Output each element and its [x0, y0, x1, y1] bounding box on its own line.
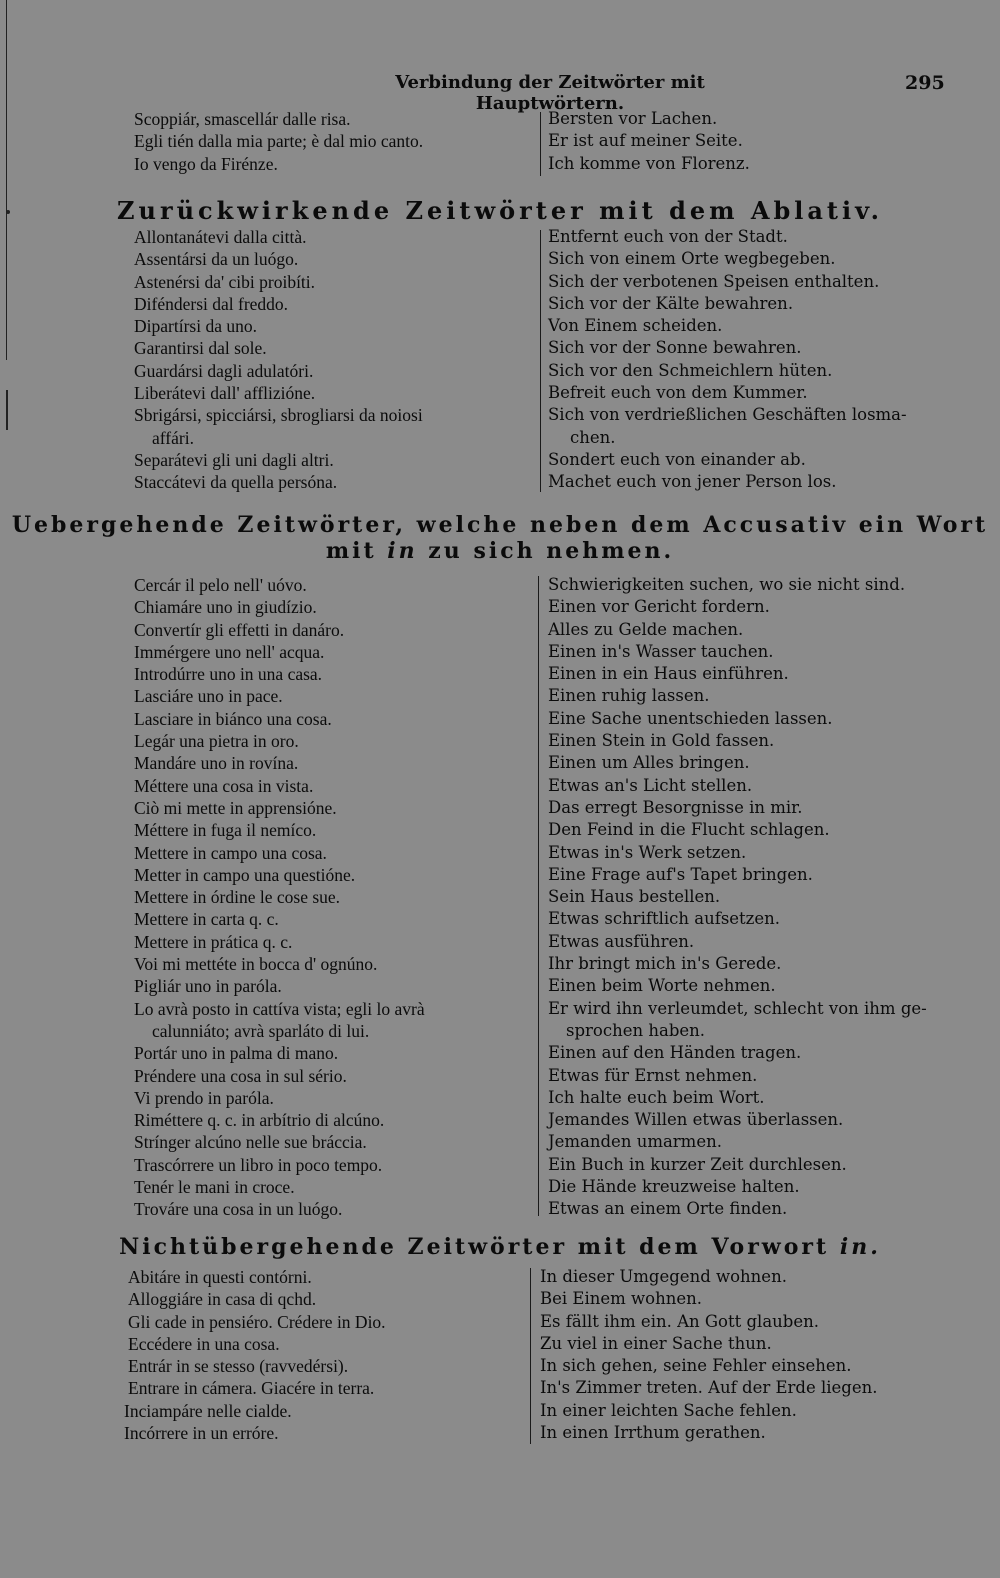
list-item — [0, 1198, 1000, 1220]
list-item — [0, 596, 1000, 618]
german-phrase: Zu viel in einer Sache thun. — [540, 1333, 772, 1353]
italian-phrase: Mettere in prática q. c. — [134, 931, 293, 952]
italian-phrase: Scoppiár, smascellár dalle risa. — [134, 109, 351, 129]
italian-phrase: Riméttere q. c. in arbítrio di alcúno. — [134, 1110, 385, 1131]
italian-phrase: Voi mi mettéte in bocca d' ognúno. — [134, 954, 378, 975]
italian-phrase: Trováre una cosa in un luógo. — [134, 1199, 343, 1220]
list-item — [0, 1333, 1000, 1355]
german-phrase: Einen Stein in Gold fassen. — [548, 731, 775, 751]
section-heading-transitive-line1: Uebergehende Zeitwörter, welche neben dem Accusativ ein Wort — [11, 512, 989, 538]
list-item — [0, 293, 1000, 315]
italian-phrase: Astenérsi da' cibi proibíti. — [134, 271, 316, 292]
list-item — [0, 271, 1000, 293]
list-item — [0, 1131, 1000, 1153]
list-item — [0, 1400, 1000, 1422]
italian-phrase: Metter in campo una questióne. — [134, 864, 356, 885]
list-item — [0, 730, 1000, 752]
list-item — [0, 1087, 1000, 1109]
list-item — [0, 248, 1000, 270]
list-item — [0, 360, 1000, 382]
german-phrase: In einen Irrthum gerathen. — [540, 1423, 766, 1443]
german-phrase: Einen ruhig lassen. — [548, 686, 710, 706]
list-item — [0, 1065, 1000, 1087]
heading-text: Nichtübergehende Zeitwörter mit dem Vorwort — [119, 1234, 840, 1260]
list-item — [0, 1422, 1000, 1444]
german-phrase: Schwierigkeiten suchen, wo sie nicht sind. — [548, 575, 906, 594]
list-item — [0, 471, 1000, 493]
italian-phrase: Alloggiáre in casa di qchd. — [128, 1289, 317, 1310]
list-item — [0, 382, 1000, 404]
list-item — [0, 404, 1000, 426]
list-item — [0, 1377, 1000, 1399]
section-intro — [0, 108, 1000, 175]
german-phrase: Befreit euch von dem Kummer. — [548, 383, 808, 403]
list-item — [0, 1109, 1000, 1131]
german-phrase: Sich vor der Kälte bewahren. — [548, 293, 794, 313]
german-phrase: Alles zu Gelde machen. — [548, 619, 744, 639]
italian-phrase: calunniáto; avrà sparláto di lui. — [152, 1020, 370, 1041]
italian-phrase: Portár uno in palma di mano. — [134, 1043, 339, 1064]
german-phrase: chen. — [570, 427, 616, 447]
italian-phrase: Tenér le mani in croce. — [134, 1177, 295, 1198]
german-phrase: Ein Buch in kurzer Zeit durchlesen. — [548, 1154, 847, 1174]
german-phrase: Er wird ihn verleumdet, schlecht von ihm ge- — [548, 998, 927, 1018]
section-intransitive-in — [0, 1266, 1000, 1444]
german-phrase: In sich gehen, seine Fehler einsehen. — [540, 1356, 852, 1376]
italian-phrase: Lo avrà posto in cattíva vista; egli lo avrà — [134, 998, 425, 1019]
italian-phrase: Méttere una cosa in vista. — [134, 775, 314, 796]
list-item — [0, 1288, 1000, 1310]
list-item — [0, 663, 1000, 685]
list-item — [0, 153, 1000, 175]
list-item — [0, 1154, 1000, 1176]
list-item — [0, 315, 1000, 337]
german-phrase: Eine Sache unentschieden lassen. — [548, 708, 833, 728]
list-item — [0, 842, 1000, 864]
list-item — [0, 641, 1000, 663]
german-phrase: Von Einem scheiden. — [548, 316, 723, 336]
german-phrase: Etwas für Ernst nehmen. — [548, 1065, 758, 1085]
german-phrase: Sich von einem Orte wegbegeben. — [548, 249, 836, 269]
list-item — [0, 1266, 1000, 1288]
italian-phrase: Mettere in carta q. c. — [134, 909, 279, 930]
italian-phrase: Pigliár uno in paróla. — [134, 976, 282, 997]
page-number: 295 — [905, 72, 945, 94]
german-phrase: Sich vor der Sonne bewahren. — [548, 338, 802, 358]
german-phrase: Bersten vor Lachen. — [548, 109, 718, 128]
list-item-continuation — [0, 427, 1000, 449]
german-phrase: Einen um Alles bringen. — [548, 753, 750, 773]
german-phrase: Einen vor Gericht fordern. — [548, 597, 770, 617]
list-item — [0, 931, 1000, 953]
german-phrase: Das erregt Besorgnisse in mir. — [548, 797, 803, 817]
italian-phrase: Mettere in campo una cosa. — [134, 842, 327, 863]
german-phrase: Sich von verdrießlichen Geschäften losma- — [548, 405, 907, 425]
italian-phrase: Eccédere in una cosa. — [128, 1333, 280, 1354]
section-heading-intransitive-in — [0, 1234, 1000, 1260]
heading-emphasis: in. — [839, 1234, 881, 1260]
heading-text: mit — [325, 538, 388, 564]
list-item — [0, 1311, 1000, 1333]
list-item — [0, 908, 1000, 930]
list-item — [0, 953, 1000, 975]
italian-phrase: Mettere in órdine le cose sue. — [134, 887, 341, 908]
italian-phrase: affári. — [152, 427, 194, 448]
list-item — [0, 708, 1000, 730]
italian-phrase: Convertír gli effetti in danáro. — [134, 619, 345, 640]
italian-phrase: Staccátevi da quella persóna. — [134, 472, 338, 493]
german-phrase: Machet euch von jener Person los. — [548, 472, 837, 492]
list-item — [0, 775, 1000, 797]
german-phrase: Etwas an's Licht stellen. — [548, 775, 753, 795]
list-item — [0, 819, 1000, 841]
list-item — [0, 1042, 1000, 1064]
list-item — [0, 998, 1000, 1020]
italian-phrase: Mandáre uno in rovína. — [134, 753, 299, 774]
italian-phrase: Strínger alcúno nelle sue bráccia. — [134, 1132, 367, 1153]
italian-phrase: Vi prendo in paróla. — [134, 1087, 274, 1108]
section-reflexive-ablative — [0, 226, 1000, 494]
german-phrase: Ihr bringt mich in's Gerede. — [548, 954, 782, 974]
german-phrase: Bei Einem wohnen. — [540, 1289, 702, 1309]
german-phrase: Jemandes Willen etwas überlassen. — [548, 1110, 844, 1130]
list-item — [0, 1176, 1000, 1198]
list-item — [0, 619, 1000, 641]
german-phrase: Sich vor den Schmeichlern hüten. — [548, 360, 833, 380]
list-item — [0, 337, 1000, 359]
german-phrase: In einer leichten Sache fehlen. — [540, 1400, 797, 1420]
list-item — [0, 752, 1000, 774]
german-phrase: Er ist auf meiner Seite. — [548, 131, 743, 151]
german-phrase: Sein Haus bestellen. — [548, 887, 721, 907]
italian-phrase: Assentársi da un luógo. — [134, 249, 299, 270]
german-phrase: Die Hände kreuzweise halten. — [548, 1177, 800, 1197]
italian-phrase: Entrár in se stesso (ravvedérsi). — [128, 1356, 349, 1377]
italian-phrase: Allontanátevi dalla città. — [134, 227, 307, 247]
italian-phrase: Immérgere uno nell' acqua. — [134, 641, 325, 662]
italian-phrase: Liberátevi dall' afflizióne. — [134, 383, 316, 404]
german-phrase: Einen in's Wasser tauchen. — [548, 641, 774, 661]
italian-phrase: Sbrigársi, spicciársi, sbrogliarsi da noiosi — [134, 405, 423, 426]
section-heading-reflexive-ablative: Zurückwirkende Zeitwörter mit dem Ablativ. — [116, 196, 884, 225]
section-heading-transitive-line2 — [0, 538, 1000, 564]
italian-phrase: Diféndersi dal freddo. — [134, 293, 289, 314]
german-phrase: Einen beim Worte nehmen. — [548, 976, 776, 996]
german-phrase: sprochen haben. — [566, 1020, 706, 1040]
german-phrase: Etwas an einem Orte finden. — [548, 1199, 788, 1219]
italian-phrase: Egli tién dalla mia parte; è dal mio canto. — [134, 131, 424, 152]
german-phrase: In's Zimmer treten. Auf der Erde liegen. — [540, 1378, 878, 1398]
german-phrase: Es fällt ihm ein. An Gott glauben. — [540, 1311, 819, 1331]
italian-phrase: Préndere una cosa in sul sério. — [134, 1065, 347, 1086]
italian-phrase: Lasciare in biánco una cosa. — [134, 708, 332, 729]
german-phrase: Einen in ein Haus einführen. — [548, 664, 789, 684]
list-item — [0, 130, 1000, 152]
section-transitive-in — [0, 574, 1000, 1221]
italian-phrase: Ciò mi mette in apprensióne. — [134, 797, 337, 818]
german-phrase: Ich komme von Florenz. — [548, 153, 750, 173]
italian-phrase: Cercár il pelo nell' uóvo. — [134, 575, 307, 595]
list-item — [0, 864, 1000, 886]
german-phrase: Jemanden umarmen. — [548, 1132, 722, 1152]
heading-emphasis: in — [387, 538, 418, 564]
italian-phrase: Incórrere in un erróre. — [124, 1423, 279, 1444]
german-phrase: In dieser Umgegend wohnen. — [540, 1267, 787, 1286]
german-phrase: Etwas schriftlich aufsetzen. — [548, 909, 781, 929]
running-title: Verbindung der Zeitwörter mit Hauptwörtern. — [395, 72, 705, 114]
italian-phrase: Abitáre in questi contórni. — [128, 1267, 312, 1287]
italian-phrase: Introdúrre uno in una casa. — [134, 664, 323, 685]
list-item — [0, 1355, 1000, 1377]
german-phrase: Sich der verbotenen Speisen enthalten. — [548, 271, 880, 291]
german-phrase: Sondert euch von einander ab. — [548, 449, 806, 469]
italian-phrase: Legár una pietra in oro. — [134, 731, 299, 752]
italian-phrase: Garantirsi dal sole. — [134, 338, 267, 359]
list-item — [0, 574, 1000, 596]
italian-phrase: Chiamáre uno in giudízio. — [134, 597, 317, 618]
list-item — [0, 886, 1000, 908]
list-item-continuation — [0, 1020, 1000, 1042]
list-item — [0, 797, 1000, 819]
italian-phrase: Io vengo da Firénze. — [134, 153, 278, 174]
german-phrase: Etwas in's Werk setzen. — [548, 842, 747, 862]
heading-text: zu sich nehmen. — [417, 538, 675, 564]
german-phrase: Etwas ausführen. — [548, 931, 695, 951]
italian-phrase: Guardársi dagli adulatóri. — [134, 360, 314, 381]
german-phrase: Einen auf den Händen tragen. — [548, 1043, 802, 1063]
list-item — [0, 449, 1000, 471]
italian-phrase: Dipartírsi da uno. — [134, 316, 257, 337]
list-item — [0, 685, 1000, 707]
italian-phrase: Entrare in cámera. Giacére in terra. — [128, 1378, 375, 1399]
german-phrase: Den Feind in die Flucht schlagen. — [548, 820, 830, 840]
italian-phrase: Trascórrere un libro in poco tempo. — [134, 1154, 383, 1175]
italian-phrase: Gli cade in pensiéro. Crédere in Dio. — [128, 1311, 386, 1332]
german-phrase: Eine Frage auf's Tapet bringen. — [548, 864, 813, 884]
italian-phrase: Separátevi gli uni dagli altri. — [134, 449, 334, 470]
italian-phrase: Inciampáre nelle cialde. — [124, 1400, 292, 1421]
german-phrase: Entfernt euch von der Stadt. — [548, 227, 788, 246]
list-item — [0, 975, 1000, 997]
list-item — [0, 108, 1000, 130]
italian-phrase: Lasciáre uno in pace. — [134, 686, 283, 707]
german-phrase: Ich halte euch beim Wort. — [548, 1087, 765, 1107]
list-item — [0, 226, 1000, 248]
italian-phrase: Méttere in fuga il nemíco. — [134, 820, 317, 841]
